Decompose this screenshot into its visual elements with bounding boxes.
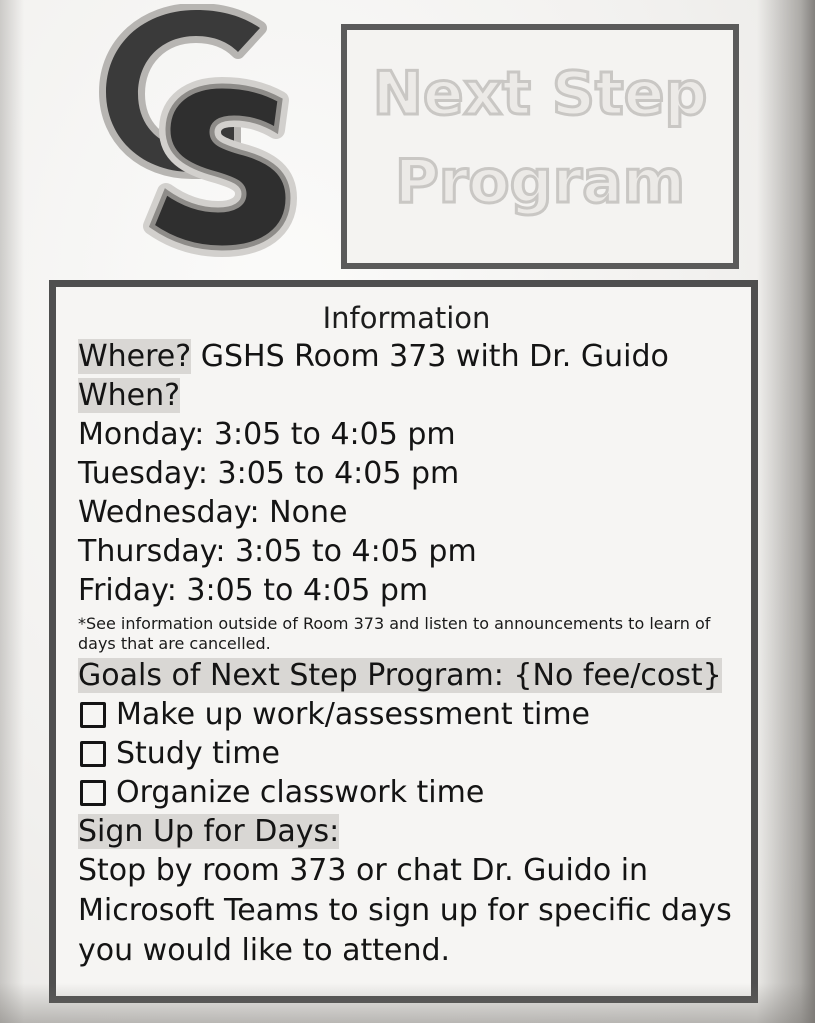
schedule-item: Thursday: 3:05 to 4:05 pm xyxy=(78,534,477,569)
goal-item xyxy=(78,773,735,812)
goals-heading: Goals of Next Step Program: {No fee/cost} xyxy=(78,658,722,693)
goal-label: Make up work/assessment time xyxy=(116,697,590,732)
poster-title-line-1: Next Step xyxy=(372,59,708,129)
schedule-item: Wednesday: None xyxy=(78,495,348,530)
schedule-item: Friday: 3:05 to 4:05 pm xyxy=(78,573,429,608)
checkbox-icon[interactable] xyxy=(80,702,106,728)
checkbox-icon[interactable] xyxy=(80,780,106,806)
information-box xyxy=(49,280,758,1003)
goal-item xyxy=(78,695,735,734)
schedule-item: Tuesday: 3:05 to 4:05 pm xyxy=(78,456,460,491)
poster-title-box xyxy=(341,24,739,269)
when-label: When? xyxy=(78,378,181,413)
information-heading: Information xyxy=(322,301,491,335)
gs-school-logo xyxy=(84,4,324,274)
poster-title-line-2: Program xyxy=(394,146,686,217)
goal-item xyxy=(78,734,735,773)
where-label: Where? xyxy=(78,339,192,374)
signup-heading: Sign Up for Days: xyxy=(78,814,340,849)
when-line xyxy=(78,376,735,415)
goal-label: Organize classwork time xyxy=(116,775,485,810)
checkbox-icon[interactable] xyxy=(80,741,106,767)
signup-text: Stop by room 373 or chat Dr. Guido in Microsoft Teams to sign up for specific days you would like to attend. xyxy=(78,853,732,968)
signup-heading-line xyxy=(78,812,735,851)
schedule-item: Monday: 3:05 to 4:05 pm xyxy=(78,417,456,452)
paper-edge-shadow-right xyxy=(757,0,815,1023)
where-text: GSHS Room 373 with Dr. Guido xyxy=(191,339,669,374)
where-line xyxy=(78,337,735,376)
goals-heading-line xyxy=(78,656,735,695)
goal-label: Study time xyxy=(116,736,280,771)
paper-edge-shadow-left xyxy=(0,0,24,1023)
schedule-footnote: *See information outside of Room 373 and listen to announcements to learn of days that are cancelled. xyxy=(78,614,711,653)
